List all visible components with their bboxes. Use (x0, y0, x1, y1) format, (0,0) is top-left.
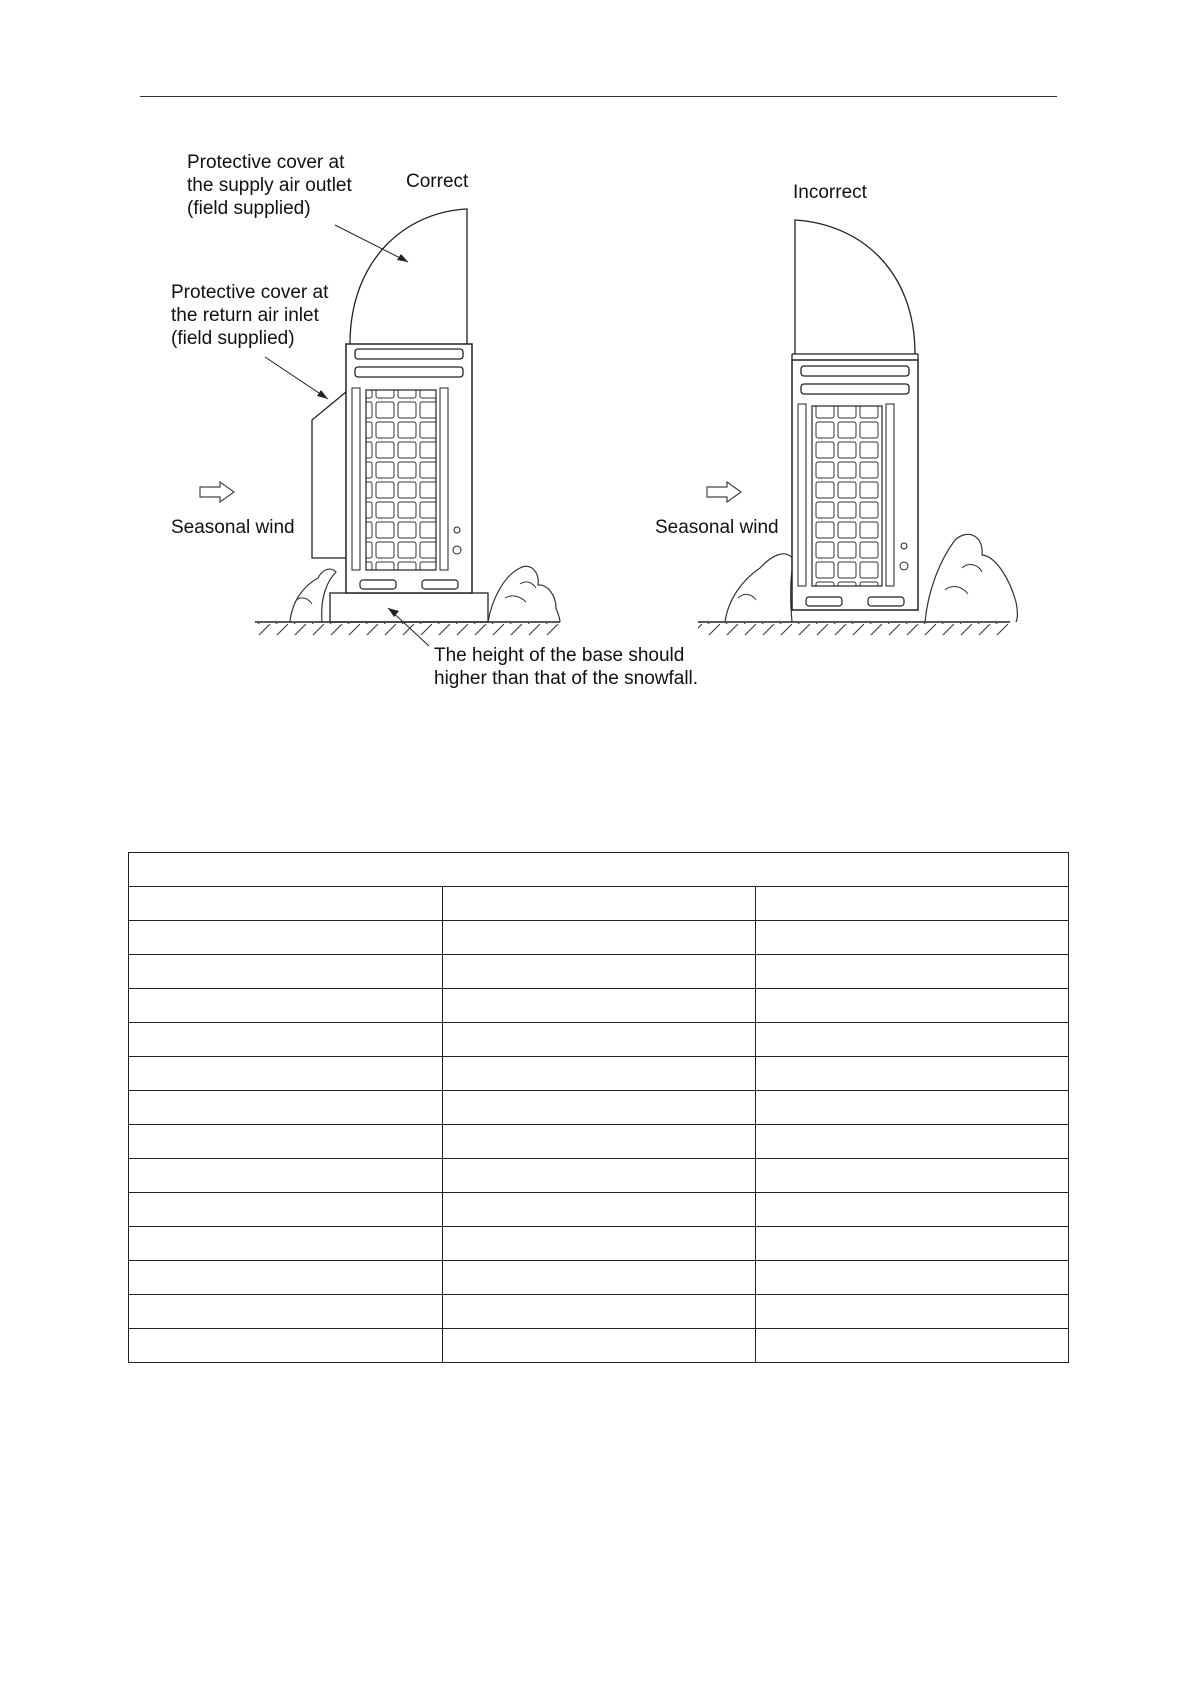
wind-arrow (200, 482, 234, 502)
table-row (129, 1227, 1069, 1261)
table-cell (129, 1023, 443, 1057)
table-title (129, 853, 1069, 887)
table-cell (756, 1023, 1069, 1057)
ground-hatch (255, 623, 560, 635)
table-row (129, 1023, 1069, 1057)
supply-cover-leader (335, 225, 408, 262)
table-cell (443, 921, 756, 955)
table-cell (443, 1159, 756, 1193)
table-row (129, 989, 1069, 1023)
table-title-row (129, 853, 1069, 887)
table-cell (756, 921, 1069, 955)
table-cell (756, 955, 1069, 989)
table-cell (129, 1295, 443, 1329)
table-cell (443, 1125, 756, 1159)
table-cell (756, 1159, 1069, 1193)
table-row (129, 921, 1069, 955)
table-row (129, 955, 1069, 989)
table-row (129, 1125, 1069, 1159)
correct-title: Correct (406, 171, 469, 192)
table-row (129, 1295, 1069, 1329)
table-cell (129, 1193, 443, 1227)
table-cell (443, 887, 756, 921)
base-height-note: The height of the base should higher than that of the snowfall. (434, 645, 699, 689)
table-row (129, 1193, 1069, 1227)
table-cell (129, 1057, 443, 1091)
snow-mound-right (925, 534, 1018, 622)
table-row (129, 1261, 1069, 1295)
supply-cover-label: Protective cover at the supply air outlet (field supplied) (187, 152, 352, 219)
table-cell (129, 989, 443, 1023)
spec-table (128, 852, 1069, 1363)
incorrect-wind-label: Seasonal wind (655, 517, 779, 538)
supply-air-cover (795, 220, 915, 354)
snow-mound-left (290, 569, 336, 622)
table-cell (443, 1057, 756, 1091)
return-cover-label: Protective cover at the return air inlet (field supplied) (171, 282, 329, 349)
table-cell (443, 1023, 756, 1057)
table-cell (756, 1057, 1069, 1091)
table-cell (443, 1227, 756, 1261)
correct-wind-label: Seasonal wind (171, 517, 295, 538)
table-cell (129, 1329, 443, 1363)
table-cell (756, 887, 1069, 921)
table-cell (129, 921, 443, 955)
ground-hatch (698, 623, 1010, 635)
fan-grille (812, 406, 882, 586)
table-cell (129, 887, 443, 921)
table-cell (129, 955, 443, 989)
table-cell (129, 1125, 443, 1159)
table-cell (443, 989, 756, 1023)
table-cell (443, 955, 756, 989)
table-cell (443, 1091, 756, 1125)
table-cell (443, 1295, 756, 1329)
table-cell (129, 1227, 443, 1261)
table-cell (756, 1193, 1069, 1227)
table-cell (756, 1227, 1069, 1261)
return-cover-leader (265, 357, 328, 399)
table-row (129, 1159, 1069, 1193)
return-air-cover (312, 392, 346, 558)
table-row (129, 887, 1069, 921)
incorrect-title: Incorrect (793, 182, 867, 203)
incorrect-unit (698, 220, 1018, 635)
table-cell (129, 1091, 443, 1125)
fan-grille (366, 390, 436, 570)
table-cell (443, 1261, 756, 1295)
correct-unit (200, 209, 560, 646)
table-row (129, 1091, 1069, 1125)
snow-mound-left (725, 554, 794, 622)
table-cell (756, 1091, 1069, 1125)
raised-base (330, 593, 488, 622)
table-cell (443, 1193, 756, 1227)
table-cell (756, 989, 1069, 1023)
snow-mound-right (488, 566, 560, 622)
table-cell (756, 1295, 1069, 1329)
table-cell (756, 1329, 1069, 1363)
table-cell (756, 1261, 1069, 1295)
table-row (129, 1329, 1069, 1363)
table-cell (129, 1159, 443, 1193)
supply-air-cover (350, 209, 467, 344)
table-row (129, 1057, 1069, 1091)
table-cell (756, 1125, 1069, 1159)
wind-arrow (707, 482, 741, 502)
table-cell (443, 1329, 756, 1363)
table-cell (129, 1261, 443, 1295)
